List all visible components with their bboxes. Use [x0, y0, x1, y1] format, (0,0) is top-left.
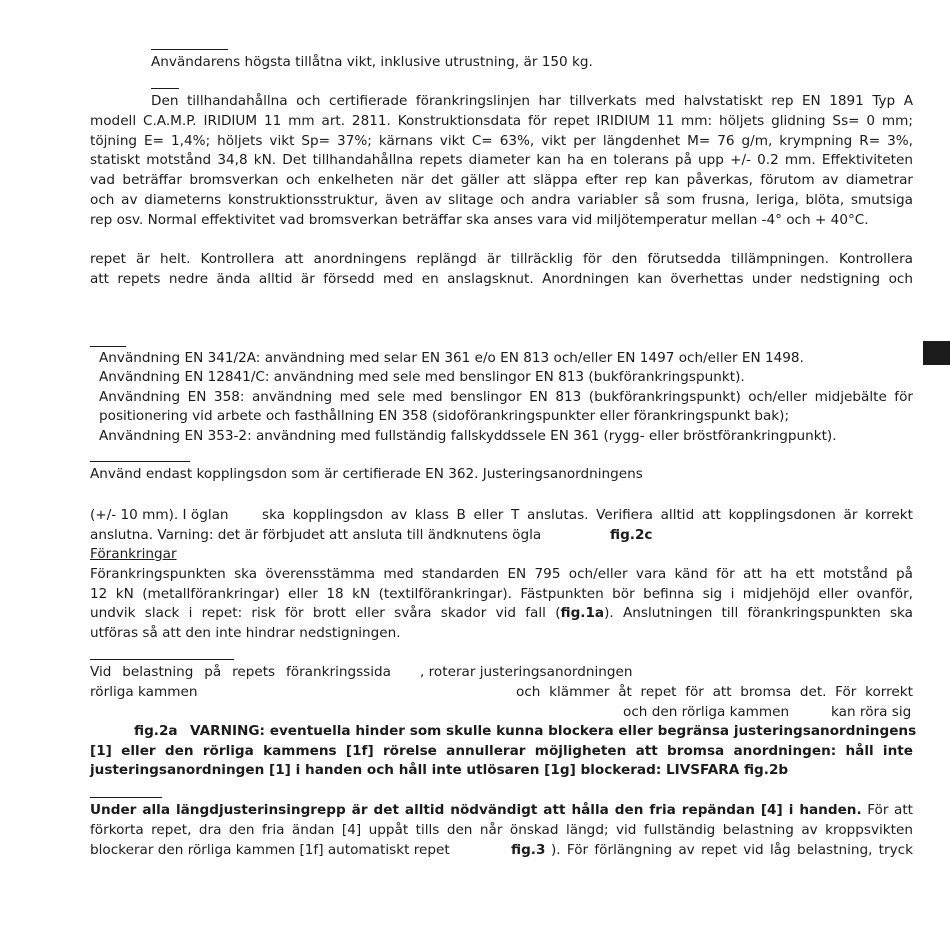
connector-text: ska kopplingsdon av klass B eller T anslutas. Verifiera alltid att kopplingsdonen är korrekt [262, 507, 913, 523]
adjustment-text: ). För förlängning av repet vid låg belastning, tryck [551, 842, 913, 858]
load-text: , roterar justeringsanordningen [420, 664, 633, 680]
section-rule [90, 461, 190, 462]
figure-reference: fig.1a [560, 605, 605, 621]
load-text: rörliga kammen [90, 684, 198, 700]
warning-text: VARNING: eventuella hinder som skulle kunna blockera eller begränsa justeringsanordningens [190, 723, 917, 739]
paragraph-line: rep osv. Normal effektivitet vad bromsverkan beträffar ska anses vara vid miljötemperatur mellan -4° och + 40°C. [90, 212, 869, 228]
warning-text: [1] eller den rörliga kammens [1f] rörelse annullerar möjligheten att bromsa anordningen: håll inte [90, 743, 913, 759]
paragraph-line: och av diameterns konstruktionsstruktur, även av slitage och andra variabler så som frusna, leriga, blöta, smutsiga [90, 192, 913, 208]
connector-text: (+/- 10 mm). I öglan [90, 507, 229, 523]
section-rule [90, 346, 126, 347]
section-rule [90, 797, 162, 798]
usage-item: Användning EN 353-2: användning med fullständig fallskyddssele EN 361 (rygg- eller bröstförankringpunkt). [99, 428, 837, 444]
section-rule [151, 49, 228, 50]
adjustment-text-part: För att [861, 802, 914, 818]
paragraph-line: modell C.A.M.P. IRIDIUM 11 mm art. 2811. Konstruktionsdata för repet IRIDIUM 11 mm: höljets glidning Ss= 0 mm; [90, 113, 913, 129]
paragraph-line: statiskt motstånd 34,8 kN. Det tillhandahållna repets diameter kan ha en tolerans på upp +/- 0.2 mm. Effektiviteten [90, 152, 913, 168]
figure-reference: fig.2c [610, 527, 653, 543]
connector-text: anslutna. Varning: det är förbjudet att ansluta till ändknutens ögla [90, 527, 542, 543]
connector-text: Använd endast kopplingsdon som är certifierade EN 362. Justeringsanordningens [90, 466, 643, 482]
load-text: och den rörliga kammen [623, 704, 790, 720]
anchors-text: 12 kN (metallförankringar) eller 18 kN (textilförankringar). Fästpunkten bör befinna sig i midjehöjd eller ovanför, [90, 586, 913, 602]
adjustment-text: förkorta repet, dra den fria ändan [4] uppåt tills den når önskad längd; vid fullständig belastning av kroppsvikten [90, 822, 913, 838]
load-text: Vid belastning på repets förankringssida [90, 664, 391, 680]
load-text: och klämmer åt repet för att bromsa det. För korrekt [516, 684, 913, 700]
paragraph-line: vad beträffar bromsverkan och enkelheten när det gäller att släppa efter rep kan påverkas, förutom av diametrar [90, 172, 913, 188]
paragraph-line: repet är helt. Kontrollera att anordningens replängd är tillräcklig för den förutsedda tillämpningen. Kontrollera [90, 251, 913, 267]
paragraph-line: Den tillhandahållna och certifierade förankringslinjen har tillverkats med halvstatiskt rep EN 1891 Typ A [151, 93, 913, 109]
section-rule [151, 88, 179, 89]
load-text: kan röra sig [831, 704, 912, 720]
anchors-text [90, 604, 913, 624]
anchors-text-part: ). Anslutningen till förankringspunkten ska [604, 605, 913, 621]
usage-item: Användning EN 358: användning med sele med benslingor EN 813 (bukförankringspunkt) och/eller midjebälte för [99, 389, 913, 405]
adjustment-text: blockerar den rörliga kammen [1f] automatiskt repet [90, 842, 450, 858]
anchors-text: Förankringspunkten ska överensstämma med standarden EN 795 och/eller vara känd för att ha ett motstånd på [90, 566, 913, 582]
anchors-heading: Förankringar [90, 546, 177, 562]
section-rule [90, 659, 234, 660]
anchors-text-part: undvik slack i repet: risk för brott eller svåra skador vid fall ( [90, 605, 561, 621]
figure-reference: fig.3 [511, 842, 546, 858]
warning-text: justeringsanordningen [1] i handen och håll inte utlösaren [1g] blockerad: LIVSFARA fig.2b [90, 762, 789, 778]
max-weight-text: Användarens högsta tillåtna vikt, inklusive utrustning, är 150 kg. [151, 54, 593, 70]
usage-item: positionering vid arbete och fasthållning EN 358 (sidoförankringspunkter eller förankringspunkt bak); [99, 408, 790, 424]
anchors-text: utföras så att den inte hindrar nedstigningen. [90, 625, 401, 641]
usage-item: Användning EN 341/2A: användning med selar EN 361 e/o EN 813 och/eller EN 1497 och/eller EN 1498. [99, 350, 804, 366]
adjustment-emphasis: Under alla längdjusterinsingrepp är det alltid nödvändigt att hålla den fria repändan [4] i handen. [90, 802, 862, 818]
adjustment-text [90, 801, 913, 821]
section-tab-marker [923, 341, 950, 365]
paragraph-line: töjning E= 1,4%; höljets vikt Sp= 37%; kärnans vikt C= 63%, vikt per längdenhet M= 76 g/m, krympning R= 3%, [90, 133, 913, 149]
figure-reference: fig.2a [134, 723, 178, 739]
usage-item: Användning EN 12841/C: användning med sele med benslingor EN 813 (bukförankringspunkt). [99, 369, 745, 385]
paragraph-line: att repets nedre ända alltid är försedd med en anslagsknut. Anordningen kan överhettas under nedstigning och [90, 271, 913, 287]
